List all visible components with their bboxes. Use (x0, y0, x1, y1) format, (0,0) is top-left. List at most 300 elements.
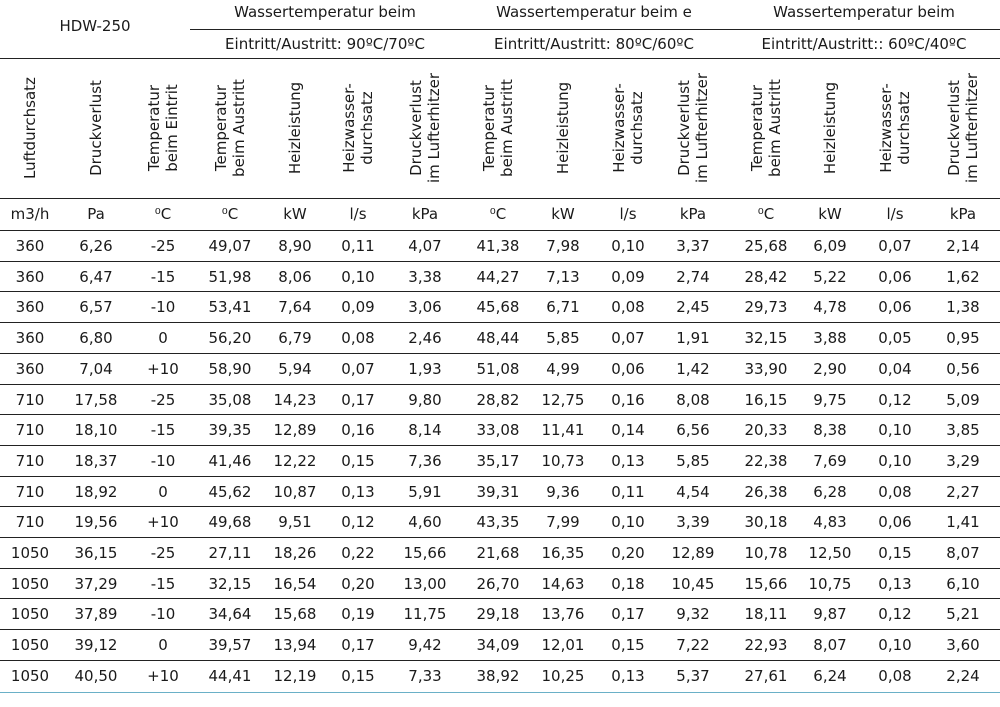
table-cell: 12,22 (273, 451, 317, 470)
table-cell: 53,41 (208, 298, 252, 317)
column-header (748, 63, 784, 193)
table-cell: 6,10 (946, 574, 980, 593)
table-cell: 2,27 (946, 482, 980, 501)
table-cell: 22,38 (744, 451, 788, 470)
table-cell: 32,15 (744, 329, 788, 348)
row-rule (0, 414, 1000, 415)
table-cell: -15 (150, 574, 176, 593)
row-rule (0, 261, 1000, 262)
table-cell: 710 (15, 513, 45, 532)
table-cell: 0,12 (878, 605, 912, 624)
column-header-line: im Lufterhitzer (693, 73, 711, 184)
table-cell: 9,42 (408, 636, 442, 655)
table-cell: 5,85 (676, 451, 710, 470)
column-header (87, 63, 105, 193)
table-cell: 7,04 (79, 359, 113, 378)
table-row (0, 262, 1000, 293)
table-cell: 0,10 (878, 636, 912, 655)
table-cell: 2,74 (676, 267, 710, 286)
table-cell: 0,09 (341, 298, 375, 317)
column-header-line: Heizwasser- (610, 83, 628, 173)
table-cell: 25,68 (744, 237, 788, 255)
table-cell: 0,12 (341, 513, 375, 532)
table-cell: 0,56 (946, 359, 980, 378)
table-cell: 40,50 (74, 666, 118, 685)
table-cell: 6,79 (278, 329, 312, 348)
table-cell: 5,21 (946, 605, 980, 624)
column-header-line: Temperatur (212, 84, 230, 172)
table-cell: 0,15 (878, 544, 912, 562)
table-cell: 18,11 (744, 605, 788, 624)
table-cell: 22,93 (744, 636, 788, 655)
table-cell: 0,13 (611, 451, 645, 470)
unit-label: kW (283, 205, 307, 223)
table-cell: 7,98 (546, 237, 580, 255)
table-cell: 9,75 (813, 390, 847, 409)
column-header-line: Temperatur (480, 84, 498, 172)
table-cell: 29,18 (476, 605, 520, 624)
column-header (821, 63, 839, 193)
table-cell: +10 (147, 359, 179, 378)
table-cell: 1050 (10, 666, 50, 685)
header-top-rule (0, 58, 1000, 59)
unit-row-rule (0, 198, 1000, 199)
table-cell: 0,20 (341, 574, 375, 593)
table-cell: 12,50 (808, 544, 852, 562)
table-cell: 1,41 (946, 513, 980, 532)
table-cell: 0,07 (341, 359, 375, 378)
table-cell: 51,98 (208, 267, 252, 286)
table-cell: 2,14 (946, 237, 980, 255)
table-cell: 27,11 (208, 544, 252, 562)
table-cell: 0,10 (878, 421, 912, 440)
table-cell: 8,06 (278, 267, 312, 286)
unit-label: kW (551, 205, 575, 223)
table-cell: 12,75 (541, 390, 585, 409)
table-cell: 4,99 (546, 359, 580, 378)
table-cell: +10 (147, 666, 179, 685)
unit-label: m3/h (10, 205, 50, 223)
table-cell: 5,85 (546, 329, 580, 348)
table-cell: 48,44 (476, 329, 520, 348)
table-cell: 360 (15, 298, 45, 317)
table-cell: 0,17 (341, 390, 375, 409)
table-cell: 1050 (10, 574, 50, 593)
column-header (407, 63, 443, 193)
table-cell: 38,92 (476, 666, 520, 685)
table-cell: 1050 (10, 605, 50, 624)
table-cell: 0,08 (341, 329, 375, 348)
table-cell: -10 (150, 298, 176, 317)
table-cell: 39,12 (74, 636, 118, 655)
table-cell: 44,27 (476, 267, 520, 286)
table-cell: 9,36 (546, 482, 580, 501)
table-row (0, 599, 1000, 630)
table-cell: 39,57 (208, 636, 252, 655)
table-cell: 0,10 (611, 237, 645, 255)
table-row (0, 385, 1000, 416)
column-header-line: beim Austritt (766, 79, 784, 177)
table-cell: 49,07 (208, 237, 252, 255)
group-subtitle: Eintritt/Austritt: 80ºC/60ºC (494, 35, 694, 53)
table-cell: 6,80 (79, 329, 113, 348)
table-cell: 4,54 (676, 482, 710, 501)
table-cell: 17,58 (74, 390, 118, 409)
group-title-rule (190, 29, 1000, 30)
table-cell: 13,00 (403, 574, 447, 593)
row-rule (0, 660, 1000, 661)
table-cell: 0,13 (878, 574, 912, 593)
table-cell: 11,41 (541, 421, 585, 440)
unit-label: kPa (949, 205, 977, 223)
unit-label: l/s (619, 205, 637, 223)
table-cell: 0,15 (341, 666, 375, 685)
table-cell: 0,06 (611, 359, 645, 378)
unit-label: kPa (679, 205, 707, 223)
table-cell: 13,76 (541, 605, 585, 624)
table-cell: 7,64 (278, 298, 312, 317)
table-cell: 14,23 (273, 390, 317, 409)
table-cell: 20,33 (744, 421, 788, 440)
column-header (675, 63, 711, 193)
table-cell: 6,28 (813, 482, 847, 501)
table-row (0, 292, 1000, 323)
table-cell: 10,78 (744, 544, 788, 562)
table-cell: 33,08 (476, 421, 520, 440)
table-cell: -25 (150, 390, 176, 409)
bottom-accent-line (0, 692, 1000, 693)
body-top-rule (0, 230, 1000, 231)
table-cell: 0,10 (878, 451, 912, 470)
table-row (0, 354, 1000, 385)
column-header (340, 63, 376, 193)
table-cell: 56,20 (208, 329, 252, 348)
table-cell: 0,08 (878, 666, 912, 685)
table-cell: 0,17 (341, 636, 375, 655)
table-cell: +10 (147, 513, 179, 532)
table-cell: 45,68 (476, 298, 520, 317)
table-cell: 15,66 (744, 574, 788, 593)
table-cell: 0 (158, 329, 168, 348)
column-header-line: durchsatz (895, 91, 913, 165)
table-cell: 0,14 (611, 421, 645, 440)
table-cell: 12,01 (541, 636, 585, 655)
table-cell: 15,66 (403, 544, 447, 562)
unit-label: ⁰C (221, 205, 239, 223)
table-cell: 45,62 (208, 482, 252, 501)
table-cell: -10 (150, 451, 176, 470)
table-cell: 3,85 (946, 421, 980, 440)
table-cell: 710 (15, 482, 45, 501)
table-cell: 9,80 (408, 390, 442, 409)
column-header-line: Temperatur (748, 84, 766, 172)
column-header-line: Heizleistung (554, 81, 572, 175)
row-rule (0, 506, 1000, 507)
table-row (0, 630, 1000, 661)
group-title: Wassertemperatur beim (234, 3, 416, 21)
table-cell: 360 (15, 329, 45, 348)
row-rule (0, 598, 1000, 599)
table-cell: 6,26 (79, 237, 113, 255)
table-row (0, 477, 1000, 508)
table-cell: 0,10 (341, 267, 375, 286)
table-cell: 8,07 (813, 636, 847, 655)
table-cell: 360 (15, 359, 45, 378)
table-cell: 1050 (10, 636, 50, 655)
table-cell: 0,07 (878, 237, 912, 255)
column-header (286, 63, 304, 193)
table-cell: 0,95 (946, 329, 980, 348)
column-header-line: Druckverlust (407, 80, 425, 176)
table-cell: 14,63 (541, 574, 585, 593)
table-cell: 7,22 (676, 636, 710, 655)
table-cell: 0,04 (878, 359, 912, 378)
table-cell: 15,68 (273, 605, 317, 624)
table-cell: 28,42 (744, 267, 788, 286)
table-cell: 32,15 (208, 574, 252, 593)
table-cell: 2,24 (946, 666, 980, 685)
table-cell: 8,38 (813, 421, 847, 440)
table-cell: 0,11 (611, 482, 645, 501)
table-cell: 35,08 (208, 390, 252, 409)
table-cell: 2,90 (813, 359, 847, 378)
table-row (0, 538, 1000, 569)
table-cell: 8,08 (676, 390, 710, 409)
table-cell: 5,94 (278, 359, 312, 378)
table-cell: 16,54 (273, 574, 317, 593)
table-cell: 8,07 (946, 544, 980, 562)
table-cell: 0,15 (611, 636, 645, 655)
column-header (212, 63, 248, 193)
table-cell: 41,46 (208, 451, 252, 470)
table-cell: 37,29 (74, 574, 118, 593)
table-cell: 41,38 (476, 237, 520, 255)
table-cell: 360 (15, 237, 45, 255)
table-cell: 12,89 (671, 544, 715, 562)
table-cell: 4,60 (408, 513, 442, 532)
table-cell: 1,91 (676, 329, 710, 348)
row-rule (0, 445, 1000, 446)
table-cell: 4,78 (813, 298, 847, 317)
column-header-line: beim Austritt (230, 79, 248, 177)
table-cell: 0,08 (611, 298, 645, 317)
unit-label: kPa (411, 205, 439, 223)
column-header-line: Druckverlust (675, 80, 693, 176)
table-cell: 18,10 (74, 421, 118, 440)
table-cell: 10,75 (808, 574, 852, 593)
row-rule (0, 291, 1000, 292)
table-cell: 710 (15, 421, 45, 440)
table-cell: 21,68 (476, 544, 520, 562)
unit-label: kW (818, 205, 842, 223)
table-cell: 6,24 (813, 666, 847, 685)
table-cell: 11,75 (403, 605, 447, 624)
table-row (0, 231, 1000, 262)
row-rule (0, 322, 1000, 323)
table-cell: 0,06 (878, 298, 912, 317)
unit-label: l/s (886, 205, 904, 223)
table-cell: 10,87 (273, 482, 317, 501)
table-cell: 3,38 (408, 267, 442, 286)
table-cell: 16,35 (541, 544, 585, 562)
table-cell: 3,06 (408, 298, 442, 317)
table-cell: 0,18 (611, 574, 645, 593)
column-header-line: durchsatz (358, 91, 376, 165)
column-header-line: Heizleistung (286, 81, 304, 175)
row-rule (0, 353, 1000, 354)
table-cell: 30,18 (744, 513, 788, 532)
table-cell: 18,92 (74, 482, 118, 501)
column-header-line: beim Eintrit (163, 84, 181, 172)
table-cell: 5,37 (676, 666, 710, 685)
table-cell: 29,73 (744, 298, 788, 317)
table-cell: 39,35 (208, 421, 252, 440)
table-cell: 0,12 (878, 390, 912, 409)
table-cell: -10 (150, 605, 176, 624)
table-cell: 0,08 (878, 482, 912, 501)
table-cell: 8,14 (408, 421, 442, 440)
column-header (945, 63, 981, 193)
table-cell: 9,51 (278, 513, 312, 532)
table-cell: 5,22 (813, 267, 847, 286)
group-title: Wassertemperatur beim e (496, 3, 692, 21)
table-cell: 34,09 (476, 636, 520, 655)
table-cell: 10,73 (541, 451, 585, 470)
table-row (0, 569, 1000, 600)
table-cell: 1,38 (946, 298, 980, 317)
row-rule (0, 476, 1000, 477)
column-header-line: Luftdurchsatz (21, 77, 39, 179)
table-cell: 16,15 (744, 390, 788, 409)
table-cell: 6,09 (813, 237, 847, 255)
table-cell: -25 (150, 237, 176, 255)
table-cell: 0,11 (341, 237, 375, 255)
table-cell: 6,71 (546, 298, 580, 317)
table-cell: 0,06 (878, 267, 912, 286)
table-cell: 4,07 (408, 237, 442, 255)
table-cell: 9,87 (813, 605, 847, 624)
column-header-line: im Lufterhitzer (963, 73, 981, 184)
column-header-line: Temperatur (145, 84, 163, 172)
table-cell: 3,29 (946, 451, 980, 470)
table-cell: 0,09 (611, 267, 645, 286)
table-cell: 18,26 (273, 544, 317, 562)
table-cell: 9,32 (676, 605, 710, 624)
table-cell: 0,20 (611, 544, 645, 562)
table-cell: 35,17 (476, 451, 520, 470)
table-cell: 0,07 (611, 329, 645, 348)
table-cell: 0 (158, 636, 168, 655)
table-cell: 2,46 (408, 329, 442, 348)
table-cell: 710 (15, 390, 45, 409)
table-cell: 4,83 (813, 513, 847, 532)
table-cell: 7,13 (546, 267, 580, 286)
column-header-line: Heizwasser- (877, 83, 895, 173)
column-header-line: Heizleistung (821, 81, 839, 175)
table-cell: 1,42 (676, 359, 710, 378)
table-cell: 7,33 (408, 666, 442, 685)
table-cell: 0,17 (611, 605, 645, 624)
row-rule (0, 568, 1000, 569)
unit-label: ⁰C (489, 205, 507, 223)
column-header (480, 63, 516, 193)
unit-label: ⁰C (154, 205, 172, 223)
table-cell: 34,64 (208, 605, 252, 624)
table-cell: 7,99 (546, 513, 580, 532)
table-cell: 0,10 (611, 513, 645, 532)
table-cell: 58,90 (208, 359, 252, 378)
table-cell: 0,22 (341, 544, 375, 562)
table-cell: 5,09 (946, 390, 980, 409)
table-cell: 27,61 (744, 666, 788, 685)
column-header (610, 63, 646, 193)
table-cell: 0,16 (611, 390, 645, 409)
column-header-line: Heizwasser- (340, 83, 358, 173)
table-cell: 5,91 (408, 482, 442, 501)
table-cell: 19,56 (74, 513, 118, 532)
table-cell: 33,90 (744, 359, 788, 378)
table-cell: 0 (158, 482, 168, 501)
table-cell: 49,68 (208, 513, 252, 532)
table-cell: 0,13 (611, 666, 645, 685)
table-cell: 10,25 (541, 666, 585, 685)
table-cell: 26,38 (744, 482, 788, 501)
table-cell: 12,19 (273, 666, 317, 685)
table-cell: 6,56 (676, 421, 710, 440)
table-cell: 18,37 (74, 451, 118, 470)
table-row (0, 415, 1000, 446)
table-cell: 1050 (10, 544, 50, 562)
table-cell: 710 (15, 451, 45, 470)
table-cell: 26,70 (476, 574, 520, 593)
table-cell: -15 (150, 421, 176, 440)
table-cell: 3,37 (676, 237, 710, 255)
table-cell: 0,16 (341, 421, 375, 440)
row-rule (0, 537, 1000, 538)
table-cell: -15 (150, 267, 176, 286)
table-cell: 0,19 (341, 605, 375, 624)
table-cell: 3,39 (676, 513, 710, 532)
column-header (554, 63, 572, 193)
table-cell: 360 (15, 267, 45, 286)
group-subtitle: Eintritt/Austritt:: 60ºC/40ºC (761, 35, 967, 53)
table-cell: 6,47 (79, 267, 113, 286)
table-cell: 2,45 (676, 298, 710, 317)
table-cell: 43,35 (476, 513, 520, 532)
table-cell: 6,57 (79, 298, 113, 317)
group-title: Wassertemperatur beim (773, 3, 955, 21)
table-cell: 44,41 (208, 666, 252, 685)
column-header (21, 63, 39, 193)
table-row (0, 661, 1000, 692)
table-cell: 1,93 (408, 359, 442, 378)
table-cell: 0,13 (341, 482, 375, 501)
table-cell: 0,15 (341, 451, 375, 470)
table-cell: 8,90 (278, 237, 312, 255)
column-header-line: beim Austritt (498, 79, 516, 177)
table-cell: 7,69 (813, 451, 847, 470)
column-header-line: Druckverlust (945, 80, 963, 176)
table-cell: 37,89 (74, 605, 118, 624)
table-cell: 7,36 (408, 451, 442, 470)
table-row (0, 323, 1000, 354)
table-cell: 51,08 (476, 359, 520, 378)
column-header-line: Druckverlust (87, 80, 105, 176)
table-cell: 10,45 (671, 574, 715, 593)
product-model-label: HDW-250 (59, 17, 131, 35)
table-cell: 36,15 (74, 544, 118, 562)
unit-label: l/s (349, 205, 367, 223)
